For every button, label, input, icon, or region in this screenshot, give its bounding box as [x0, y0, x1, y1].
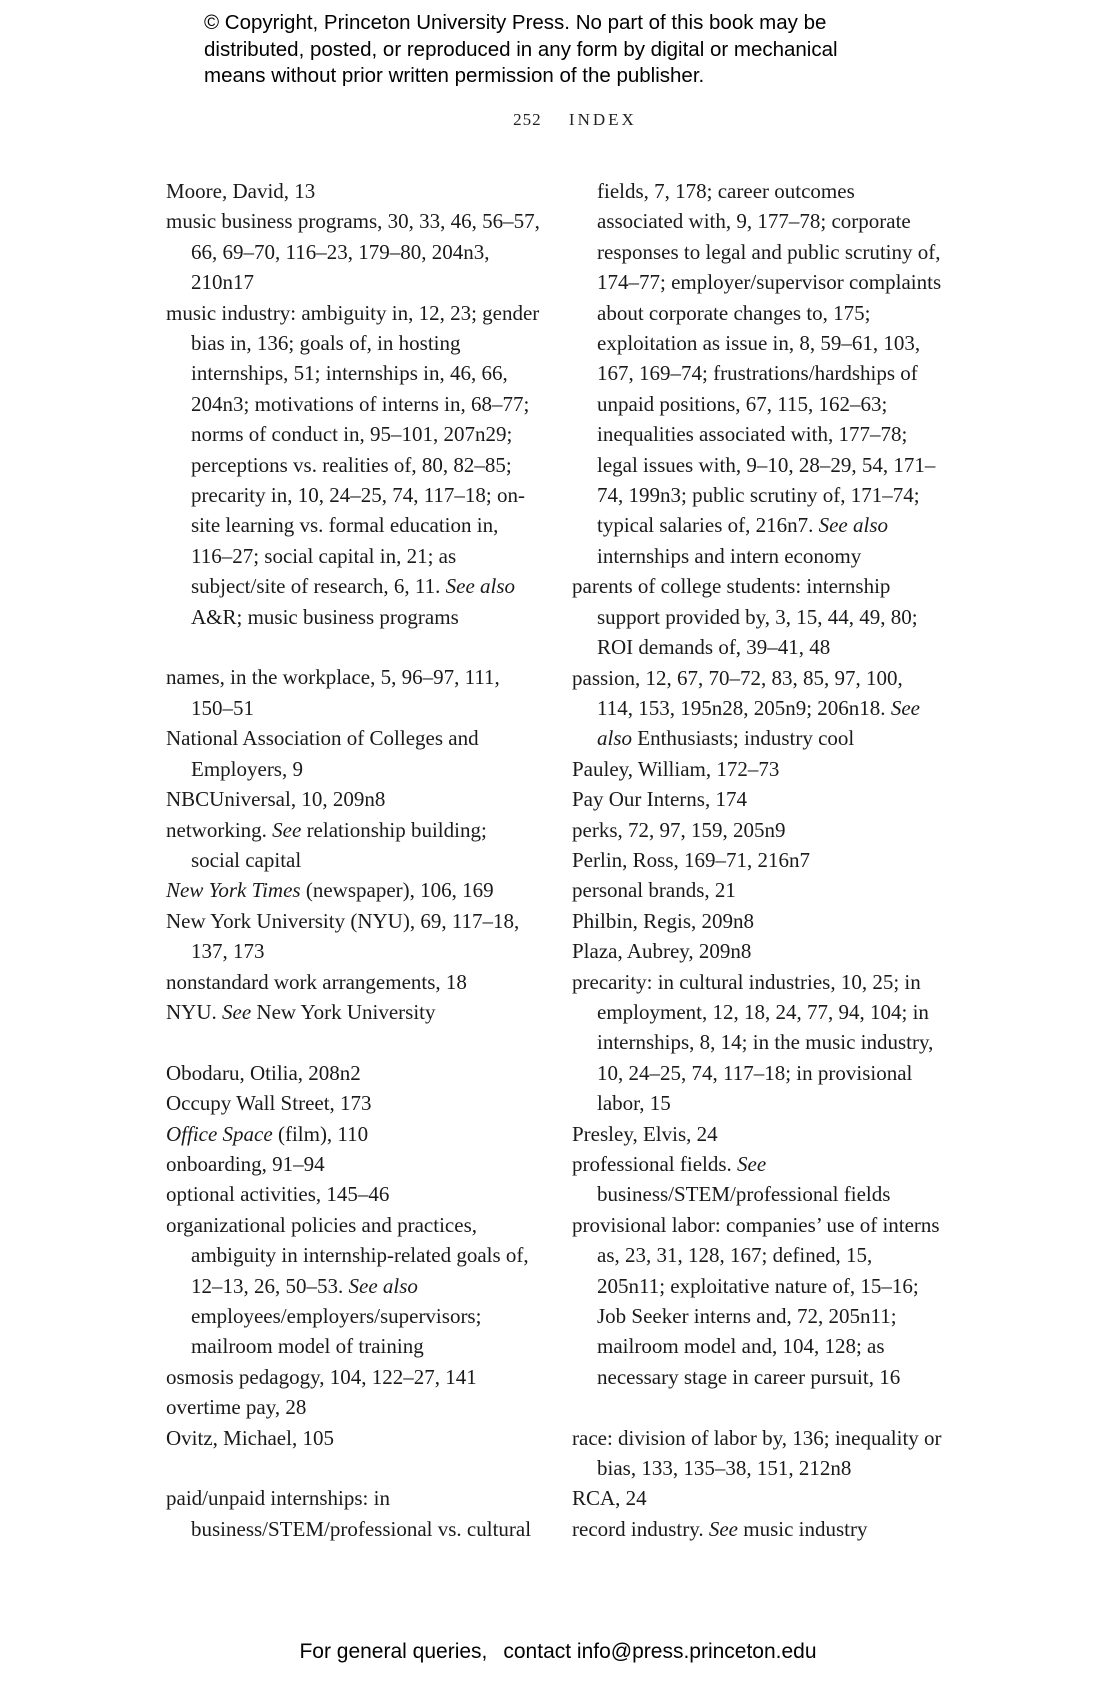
index-entry: Obodaru, Otilia, 208n2	[166, 1060, 361, 1085]
index-entry: Office Space (film), 110	[166, 1121, 369, 1146]
index-entry: parents of college students: internship support provided by, 3, 15, 44, 49, 80; ROI demands of, 39–41, 48	[572, 574, 918, 660]
footer-contact: contact info@press.princeton.edu	[503, 1640, 817, 1663]
index-entry: provisional labor: companies’ use of interns as, 23, 31, 128, 167; defined, 15, 205n11; exploitative nature of, 15–16; Job Seeker interns and, 72, 205n11; mailroom model and, 104, 128; as necessary stage in career pursuit, 16	[572, 1212, 940, 1389]
copyright-notice	[204, 10, 924, 90]
index-entry: music industry: ambiguity in, 12, 23; gender bias in, 136; goals of, in hosting internships, 51; internships in, 46, 66, 204n3; motivations of interns in, 68–77; norms of conduct in, 95–101, 207n29; perceptions vs. realities of, 80, 82–85; precarity in, 10, 24–25, 74, 117–18; on-site learning vs. formal education in, 116–27; social capital in, 21; as subject/site of research, 6, 11. See also A&R; music business programs	[166, 300, 540, 629]
index-entry: Occupy Wall Street, 173	[166, 1091, 372, 1116]
footer	[0, 1640, 1100, 1664]
index-entry: names, in the workplace, 5, 96–97, 111, 150–51	[166, 665, 500, 720]
index-column-right	[572, 176, 942, 1544]
index-entry: Pauley, William, 172–73	[572, 756, 780, 781]
index-entry: National Association of Colleges and Employers, 9	[166, 726, 479, 781]
index-entry: Presley, Elvis, 24	[572, 1121, 718, 1146]
index-entry: Perlin, Ross, 169–71, 216n7	[572, 847, 811, 872]
page-number: 252	[513, 110, 542, 129]
index-entry: NYU. See New York University	[166, 999, 436, 1024]
index-entry: Philbin, Regis, 209n8	[572, 908, 755, 933]
index-entry: New York Times (newspaper), 106, 169	[166, 878, 494, 903]
copyright-line: distributed, posted, or reproduced in any form by digital or mechanical	[204, 37, 838, 61]
index-entry: professional fields. See business/STEM/professional fields	[572, 1152, 891, 1207]
index-entry: overtime pay, 28	[166, 1395, 307, 1420]
running-head	[0, 110, 1100, 130]
index-entry: precarity: in cultural industries, 10, 25; in employment, 12, 18, 24, 77, 94, 104; in internships, 8, 14; in the music industry, 10, 24–25, 74, 117–18; in provisional labor, 15	[572, 969, 934, 1116]
index-entry: Ovitz, Michael, 105	[166, 1425, 334, 1450]
index-entry: paid/unpaid internships: in business/STEM/professional vs. cultural	[166, 1486, 532, 1541]
index-entry: Plaza, Aubrey, 209n8	[572, 939, 752, 964]
index-entry: perks, 72, 97, 159, 205n9	[572, 817, 786, 842]
index-entry: personal brands, 21	[572, 878, 736, 903]
section-title: INDEX	[568, 110, 637, 129]
index-entry: fields, 7, 178; career outcomes associated with, 9, 177–78; corporate responses to legal and public scrutiny of, 174–77; employer/supervisor complaints about corporate changes to, 175; exploitation as issue in, 8, 59–61, 103, 167, 169–74; frustrations/hardships of unpaid positions, 67, 115, 162–63; inequalities associated with, 177–78; legal issues with, 9–10, 28–29, 54, 171–74, 199n3; public scrutiny of, 171–74; typical salaries of, 216n7. See also internships and intern economy	[597, 179, 942, 568]
index-entry: optional activities, 145–46	[166, 1182, 390, 1207]
copyright-line: means without prior written permission of the publisher.	[204, 64, 705, 87]
index-entry: Moore, David, 13	[166, 179, 316, 203]
index-entry: NBCUniversal, 10, 209n8	[166, 787, 386, 812]
index-entry: New York University (NYU), 69, 117–18, 137, 173	[166, 908, 520, 964]
copyright-line: © Copyright, Princeton University Press. No part of this book may be	[204, 11, 827, 34]
index-entry: nonstandard work arrangements, 18	[166, 969, 467, 994]
index-column-left	[166, 176, 541, 1544]
index-entry: osmosis pedagogy, 104, 122–27, 141	[166, 1364, 477, 1389]
index-entry: RCA, 24	[572, 1486, 647, 1511]
index-entry: networking. See relationship building; social capital	[166, 817, 487, 872]
index-entry: race: division of labor by, 136; inequality or bias, 133, 135–38, 151, 212n8	[572, 1425, 942, 1481]
index-entry: record industry. See music industry	[572, 1516, 868, 1541]
index-entry: music business programs, 30, 33, 46, 56–57, 66, 69–70, 116–23, 179–80, 204n3, 210n17	[166, 209, 540, 295]
index-entry: organizational policies and practices, ambiguity in internship-related goals of, 12–13, 26, 50–53. See also employees/employers/supervisors; mailroom model of training	[166, 1212, 529, 1359]
footer-text: For general queries,	[299, 1640, 488, 1663]
index-entry: onboarding, 91–94	[166, 1151, 325, 1176]
index-entry: Pay Our Interns, 174	[572, 787, 747, 812]
index-entry: passion, 12, 67, 70–72, 83, 85, 97, 100, 114, 153, 195n28, 205n9; 206n18. See also Enthusiasts; industry cool	[572, 665, 920, 751]
